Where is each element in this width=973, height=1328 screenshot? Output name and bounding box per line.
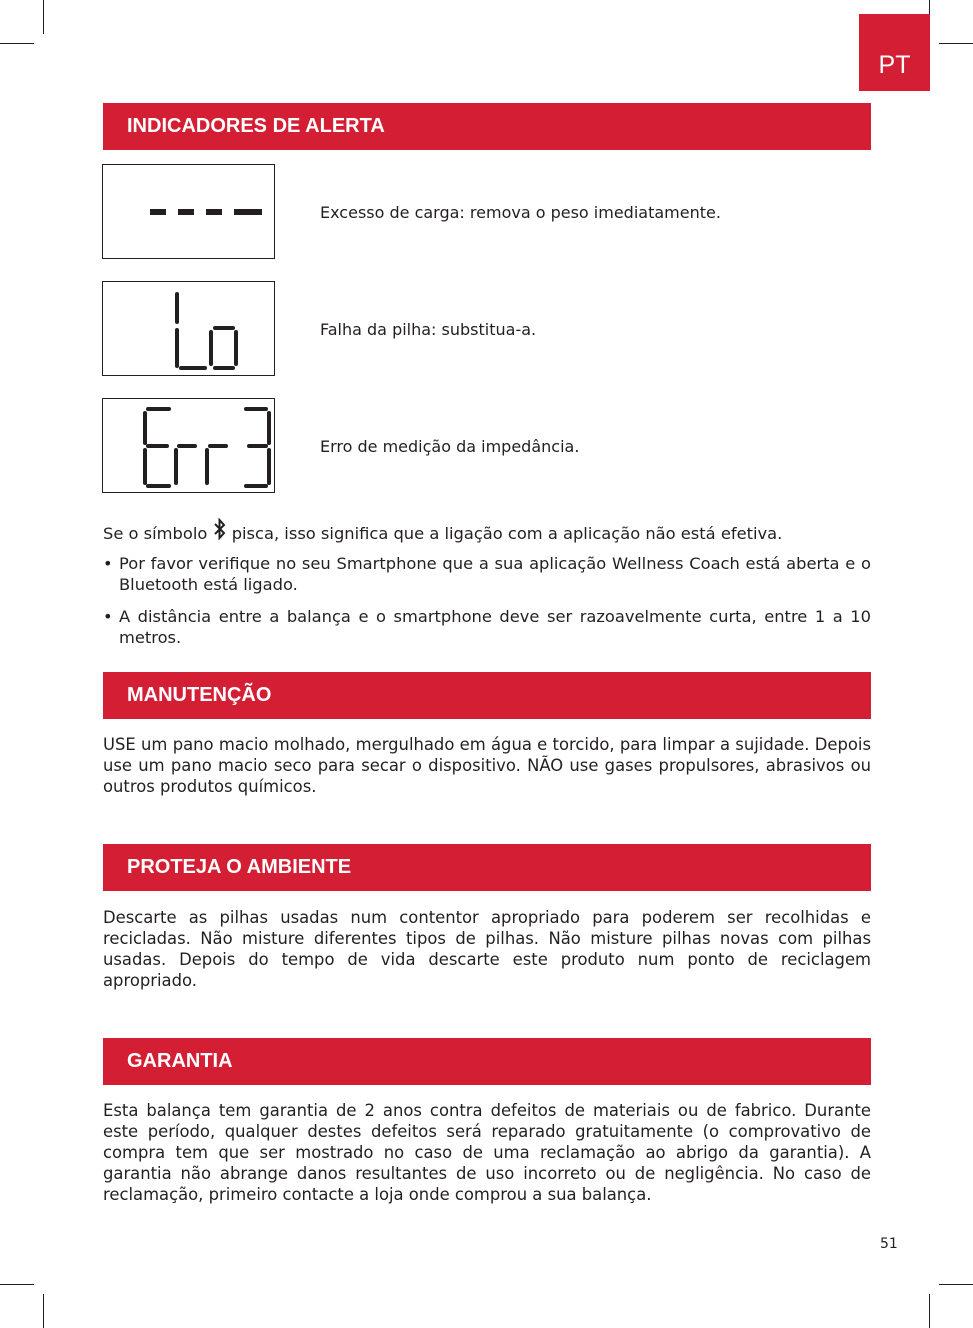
list-item-text: A distância entre a balança e o smartphone deve ser razoavelmente curta, entre 1 a 10 metros.	[119, 607, 871, 647]
page-number: 51	[880, 1236, 898, 1252]
section-title: GARANTIA	[127, 1050, 233, 1072]
crop-mark	[929, 1294, 930, 1328]
bullet-icon: •	[103, 554, 113, 573]
bluetooth-sentence-end: pisca, isso significa que a ligação com a aplicação não está efetiva.	[231, 524, 783, 543]
crop-mark	[0, 43, 34, 44]
alert-text-impedance: Erro de medição da impedância.	[320, 437, 580, 456]
bullet-icon: •	[103, 607, 113, 626]
alert-text-overload: Excesso de carga: remova o peso imediatamente.	[320, 203, 721, 222]
section-header-maintenance	[103, 672, 871, 719]
crop-mark	[939, 43, 973, 44]
environment-paragraph: Descarte as pilhas usadas num contentor apropriado para poderem ser recolhidas e recicladas. Não misture diferentes tipos de pilhas. Não misture pilhas novas com pilhas usadas. Depois do tempo de vida descarte este produto num ponto de reciclagem apropriado.	[103, 908, 871, 990]
low-battery-display	[102, 281, 275, 376]
bluetooth-sentence	[103, 518, 782, 545]
impedance-error-display	[102, 398, 275, 493]
section-header-alerts	[103, 103, 871, 150]
section-title: MANUTENÇÃO	[127, 684, 272, 706]
section-header-warranty	[103, 1038, 871, 1085]
list-item	[103, 606, 871, 648]
crop-mark	[0, 1284, 34, 1285]
crop-mark	[43, 0, 44, 34]
list-item-text: Por favor verifique no seu Smartphone que a sua aplicação Wellness Coach está aberta e o Bluetooth está ligado.	[119, 554, 871, 594]
bluetooth-sentence-start: Se o símbolo	[103, 524, 208, 543]
crop-mark	[939, 1284, 973, 1285]
language-tab	[859, 14, 930, 91]
list-item	[103, 553, 871, 595]
section-title: PROTEJA O AMBIENTE	[127, 856, 352, 878]
warranty-paragraph: Esta balança tem garantia de 2 anos contra defeitos de materiais ou de fabrico. Durante este período, qualquer destes defeitos será reparado gratuitamente (o comprovativo de compra tem que ser mostrado no caso de uma reclamação ao abrigo da garantia). A garantia não abrange danos resultantes de uso incorreto ou de negligência. No caso de reclamação, primeiro contacte a loja onde comprou a sua balança.	[103, 1101, 871, 1204]
alert-text-low-battery: Falha da pilha: substitua-a.	[320, 320, 537, 339]
section-header-environment	[103, 844, 871, 891]
section-title: INDICADORES DE ALERTA	[127, 115, 385, 137]
overload-dashes-display	[102, 164, 275, 259]
language-label: PT	[878, 51, 911, 79]
crop-mark	[43, 1294, 44, 1328]
maintenance-paragraph: USE um pano macio molhado, mergulhado em água e torcido, para limpar a sujidade. Depois use um pano macio seco para secar o dispositivo. NÃO use gases propulsores, abrasivos ou outros produtos químicos.	[103, 735, 871, 796]
bluetooth-icon	[214, 518, 226, 545]
